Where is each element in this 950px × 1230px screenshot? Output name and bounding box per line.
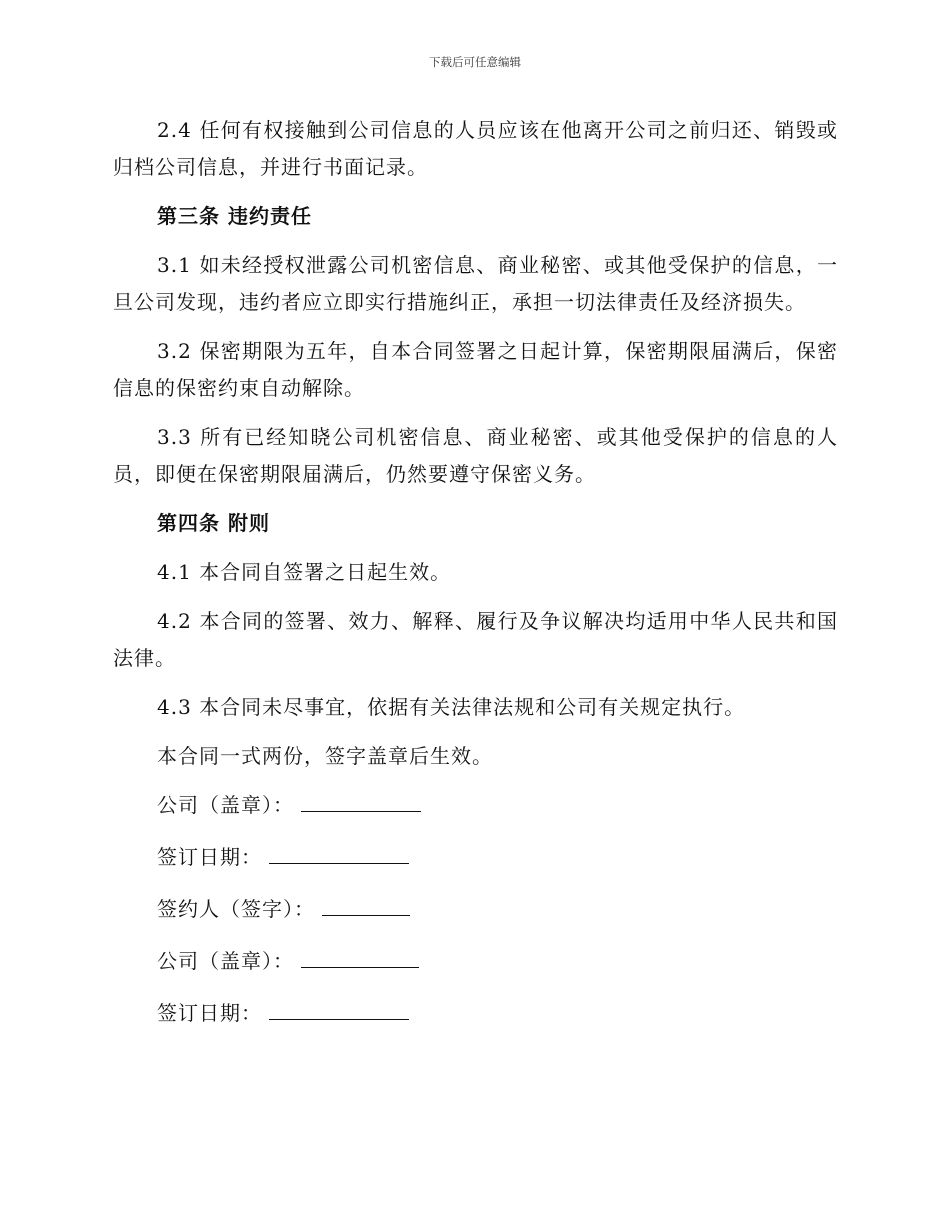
sign-date-blank-1[interactable]	[269, 841, 409, 864]
sign-date-label-1: 签订日期：	[157, 845, 262, 869]
clause-3-3: 3.3 所有已经知晓公司机密信息、商业秘密、或其他受保护的信息的人员，即便在保密期限届满后，仍然要遵守保密义务。	[113, 425, 838, 486]
clause-3-1: 3.1 如未经授权泄露公司机密信息、商业秘密、或其他受保护的信息，一旦公司发现，违约者应立即实行措施纠正，承担一切法律责任及经济损失。	[113, 253, 838, 314]
clause-4-1: 4.1 本合同自签署之日起生效。	[157, 560, 452, 584]
clause-2-4: 2.4 任何有权接触到公司信息的人员应该在他离开公司之前归还、销毁或归档公司信息，并进行书面记录。	[113, 118, 838, 179]
signer-line	[157, 891, 838, 928]
clause-4-3: 4.3 本合同未尽事宜，依据有关法律法规和公司有关规定执行。	[157, 695, 746, 719]
company-seal-line-2	[157, 943, 838, 980]
company-seal-blank-2[interactable]	[301, 945, 419, 968]
section-heading-supplementary: 第四条 附则	[157, 511, 270, 535]
sign-date-blank-2[interactable]	[269, 997, 409, 1020]
company-seal-line-1	[157, 787, 838, 824]
page-header-note: 下载后可任意编辑	[429, 55, 521, 69]
document-body	[113, 112, 838, 1047]
section-heading-breach-liability: 第三条 违约责任	[157, 204, 312, 228]
sign-date-label-2: 签订日期：	[157, 1001, 262, 1025]
signer-label: 签约人（签字）：	[157, 897, 315, 921]
sign-date-line-2	[157, 995, 838, 1032]
sign-date-line-1	[157, 839, 838, 876]
company-seal-blank-1[interactable]	[301, 789, 421, 812]
clause-3-2: 3.2 保密期限为五年，自本合同签署之日起计算，保密期限届满后，保密信息的保密约束自动解除。	[113, 339, 838, 400]
company-seal-label-2: 公司（盖章）：	[157, 949, 294, 973]
clause-4-2: 4.2 本合同的签署、效力、解释、履行及争议解决均适用中华人民共和国法律。	[113, 609, 838, 670]
closing-statement: 本合同一式两份，签字盖章后生效。	[157, 744, 493, 768]
company-seal-label-1: 公司（盖章）：	[157, 793, 294, 817]
signer-blank[interactable]	[322, 893, 410, 916]
